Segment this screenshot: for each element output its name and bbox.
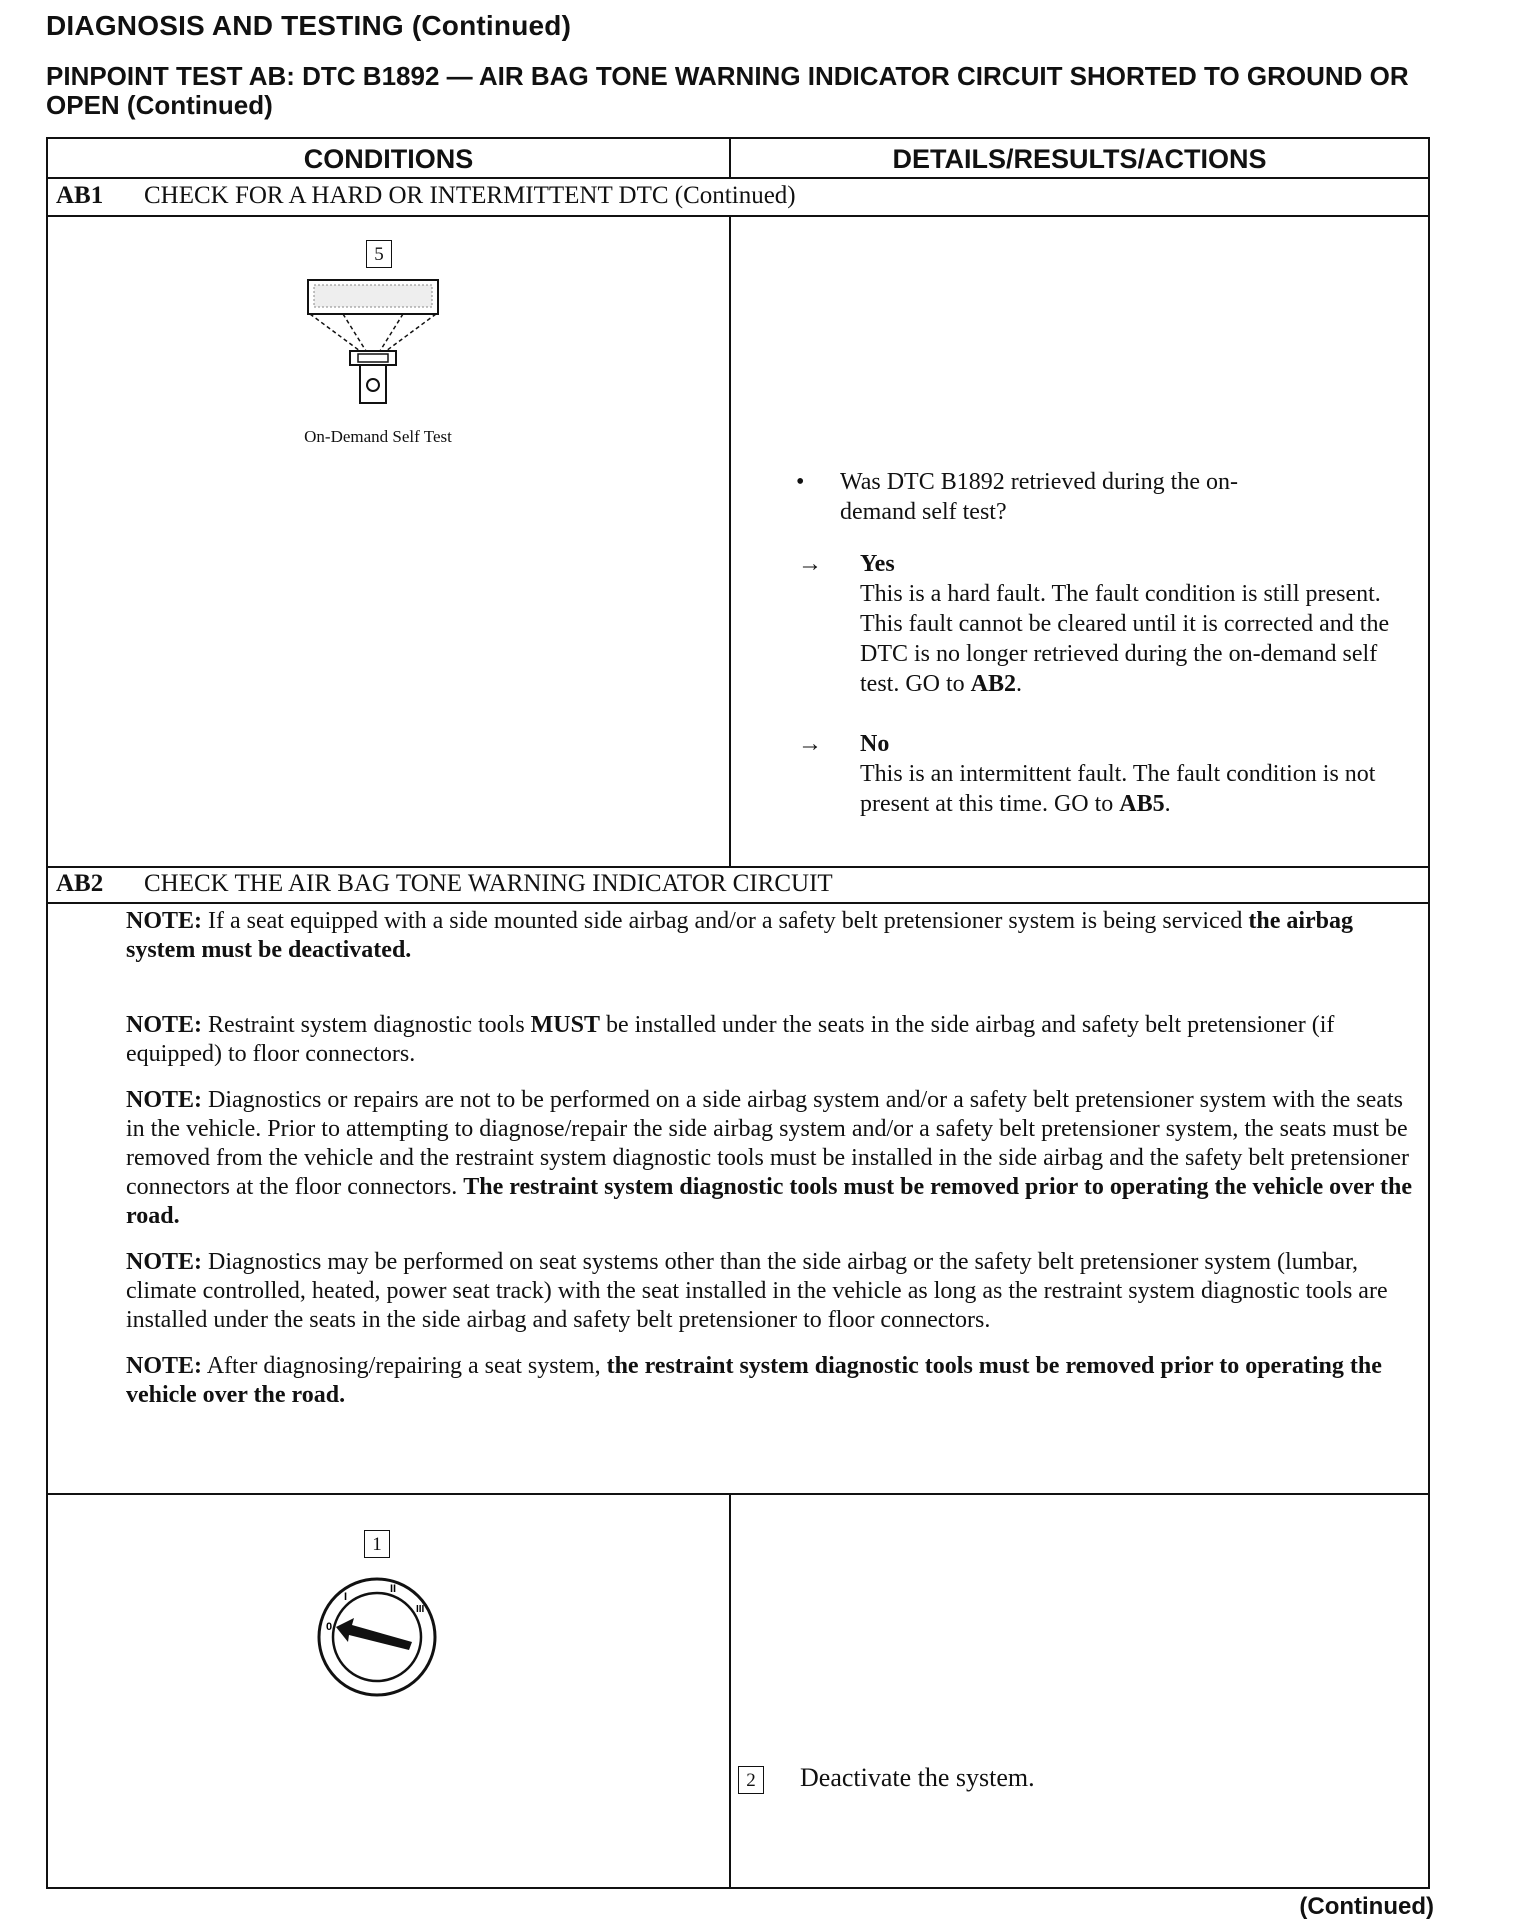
- step-ab2-id: AB2: [56, 870, 104, 897]
- notes-bottom-divider: [48, 1493, 1428, 1495]
- yes-goto-link[interactable]: AB2: [970, 671, 1017, 697]
- bullet-mark: •: [796, 469, 805, 495]
- no-goto-link[interactable]: AB5: [1119, 791, 1165, 817]
- ab1-title-divider: [48, 215, 1428, 217]
- no-end: .: [1164, 791, 1171, 817]
- key-position-3: III: [416, 1604, 425, 1615]
- yes-arrow-icon: →: [798, 551, 822, 577]
- column-header-details: DETAILS/RESULTS/ACTIONS: [892, 144, 1267, 174]
- step-ab1-title-row: [56, 178, 796, 214]
- ab1-yes-result: [860, 549, 1420, 699]
- section-header: DIAGNOSIS AND TESTING (Continued): [46, 10, 572, 41]
- note-3: NOTE: Diagnostics or repairs are not to be performed on a side airbag system and/or a safety belt pretensioner system with the seats in the vehicle. Prior to attempting to diagnose/repair the side airbag system and/or a safety belt pretensioner system, the seats must be removed from the vehicle and the restraint system diagnostic tools must be installed in the side airbag and the safety belt pretensioner connectors at the floor connectors. The restraint system diagnostic tools must be removed prior to operating the vehicle over the road.: [126, 1087, 1412, 1229]
- pinpoint-test-title: PINPOINT TEST AB: DTC B1892 — AIR BAG TONE WARNING INDICATOR CIRCUIT SHORTED TO GROUND OR OPEN (Continued): [46, 61, 1409, 120]
- ignition-switch-icon: [312, 1572, 442, 1702]
- step-ab1-title: CHECK FOR A HARD OR INTERMITTENT DTC (Continued): [144, 182, 796, 209]
- ab1-column-divider: [729, 215, 731, 866]
- step-ab1-id: AB1: [56, 182, 104, 209]
- column-header-conditions: CONDITIONS: [303, 144, 474, 174]
- step-ab2-title: CHECK THE AIR BAG TONE WARNING INDICATOR CIRCUIT: [144, 870, 833, 897]
- ab1-question: Was DTC B1892 retrieved during the on-demand self test?: [840, 469, 1238, 525]
- figure-caption: On-Demand Self Test: [304, 427, 452, 446]
- figure-number-5: 5: [366, 240, 392, 268]
- key-position-2: II: [390, 1583, 397, 1595]
- note-5: NOTE: After diagnosing/repairing a seat system, the restraint system diagnostic tools must be removed prior to operating the vehicle over the road.: [126, 1353, 1382, 1408]
- ab2-notes: [126, 907, 1416, 1427]
- figure-number-1: 1: [364, 1530, 390, 1558]
- scan-tool-connector-icon: [298, 275, 458, 415]
- note-2: NOTE: Restraint system diagnostic tools MUST be installed under the seats in the side airbag and safety belt pretensioner (if equipped) to floor connectors.: [126, 1012, 1335, 1067]
- note-1: NOTE: If a seat equipped with a side mounted side airbag and/or a safety belt pretensioner system is being serviced the airbag system must be deactivated.: [126, 908, 1354, 963]
- ab1-no-result: [860, 729, 1380, 819]
- no-label: No: [860, 731, 890, 757]
- action-text: Deactivate the system.: [800, 1763, 1035, 1792]
- key-position-0: 0: [326, 1621, 333, 1633]
- no-text: This is an intermittent fault. The fault condition is not present at this time. GO to: [860, 761, 1376, 817]
- no-arrow-icon: →: [798, 731, 822, 757]
- yes-text: This is a hard fault. The fault condition is still present. This fault cannot be cleared until it is corrected and the DTC is no longer retrieved during the on-demand self test. GO to: [860, 581, 1390, 697]
- footer-continued: (Continued): [1299, 1893, 1434, 1920]
- action-number-2: 2: [738, 1766, 764, 1794]
- step-ab2-title-row: [56, 866, 833, 902]
- yes-label: Yes: [860, 551, 895, 577]
- ab2-column-divider: [729, 1493, 731, 1889]
- yes-end: .: [1016, 671, 1023, 697]
- ab2-title-divider: [48, 902, 1428, 904]
- key-position-1: I: [344, 1591, 348, 1603]
- note-4: NOTE: Diagnostics may be performed on seat systems other than the side airbag or the safety belt pretensioner system (lumbar, climate controlled, heated, power seat track) with the seat installed in the vehicle as long as the restraint system diagnostic tools are installed under the seats in the side airbag and safety belt pretensioner to floor connectors.: [126, 1249, 1388, 1333]
